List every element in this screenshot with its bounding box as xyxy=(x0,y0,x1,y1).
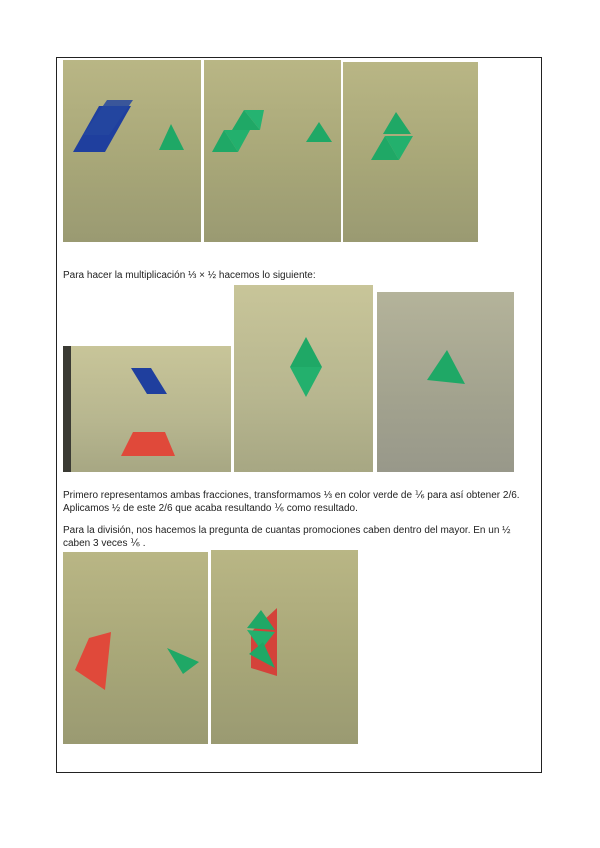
photo-red-trapezoid-and-green-triangle xyxy=(63,552,208,744)
paragraph-multiplication-explanation: Primero representamos ambas fracciones, transformamos ⅓ en color verde de ⅙ para así obtener 2/6. Aplicamos ½ de este 2/6 que acaba resultando ⅙ como resultado. xyxy=(63,490,520,514)
blue-rhombus-piece xyxy=(83,100,133,135)
green-triangle-piece xyxy=(290,337,322,367)
photo-dark-edge xyxy=(63,346,71,472)
red-trapezoid-piece xyxy=(75,632,111,690)
photo-green-rhombus-vertical xyxy=(234,285,373,472)
green-triangle-piece xyxy=(427,350,465,384)
green-triangle-piece xyxy=(383,112,411,134)
blue-rhombus-piece xyxy=(131,368,167,394)
photo-single-green-triangle xyxy=(377,292,514,472)
photo-three-green-triangles-on-trapezoid xyxy=(211,550,358,744)
paragraph-multiplication-intro: Para hacer la multiplicación ⅓ × ½ hacemos lo siguiente: xyxy=(63,270,316,281)
green-triangle-piece xyxy=(290,367,322,397)
paragraph-division-explanation: Para la división, nos hacemos la pregunta de cuantas promociones caben dentro del mayor. En un ½ caben 3 veces ⅙ . xyxy=(63,525,511,549)
green-triangle-piece xyxy=(159,124,184,150)
green-triangle-piece xyxy=(306,122,332,142)
photo-green-rhombus-and-triangle xyxy=(204,60,341,242)
photo-green-triangles-stacked xyxy=(343,62,478,242)
photo-blue-rhombus-and-red-trapezoid xyxy=(63,346,231,472)
green-triangle-piece xyxy=(167,648,199,674)
red-trapezoid-piece xyxy=(121,432,175,456)
photo-blue-rhombus-and-triangle xyxy=(63,60,201,242)
